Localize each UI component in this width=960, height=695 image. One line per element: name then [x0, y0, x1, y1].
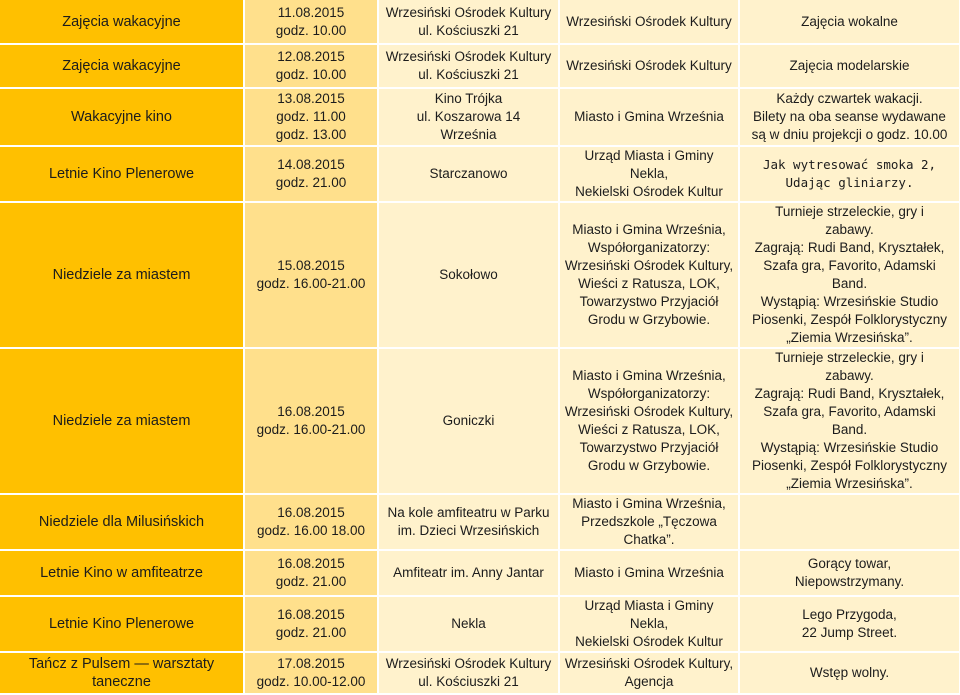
event-organizer-cell: Wrzesiński Ośrodek Kultury — [559, 0, 739, 44]
event-name-cell: Zajęcia wakacyjne — [0, 0, 244, 44]
event-name-cell: Letnie Kino Plenerowe — [0, 146, 244, 202]
event-date-cell: 17.08.2015 godz. 10.00-12.00 — [244, 652, 378, 694]
event-date-cell: 14.08.2015 godz. 21.00 — [244, 146, 378, 202]
event-organizer-cell: Urząd Miasta i Gminy Nekla, Nekielski Ośrodek Kultur — [559, 146, 739, 202]
event-place-cell: Sokołowo — [378, 202, 559, 348]
table-row — [0, 348, 960, 494]
event-notes-cell: Turnieje strzeleckie, gry i zabawy. Zagrają: Rudi Band, Kryształek, Szafa gra, Favorito, Adamski Band. Wystąpią: Wrzesińskie Studio Piosenki, Zespół Folklorystyczny „Ziemia Wrzesińska”. — [739, 348, 960, 494]
event-name-cell: Niedziele za miastem — [0, 202, 244, 348]
event-place-cell: Nekla — [378, 596, 559, 652]
event-notes-cell: Jak wytresować smoka 2, Udając gliniarzy. — [739, 146, 960, 202]
event-name-cell: Niedziele za miastem — [0, 348, 244, 494]
event-organizer-cell: Miasto i Gmina Września, Przedszkole „Tęczowa Chatka”. — [559, 494, 739, 550]
event-date-cell: 16.08.2015 godz. 16.00-21.00 — [244, 348, 378, 494]
table-row — [0, 596, 960, 652]
table-row — [0, 494, 960, 550]
event-place-cell: Na kole amfiteatru w Parku im. Dzieci Wrzesińskich — [378, 494, 559, 550]
event-notes-cell: Gorący towar, Niepowstrzymany. — [739, 550, 960, 596]
event-name-cell: Zajęcia wakacyjne — [0, 44, 244, 88]
event-notes-cell: Każdy czwartek wakacji. Bilety na oba seanse wydawane są w dniu projekcji o godz. 10.00 — [739, 88, 960, 146]
event-place-cell: Wrzesiński Ośrodek Kultury ul. Kościuszki 21 — [378, 0, 559, 44]
event-date-cell: 15.08.2015 godz. 16.00-21.00 — [244, 202, 378, 348]
event-name-cell: Wakacyjne kino — [0, 88, 244, 146]
event-organizer-cell: Miasto i Gmina Września, Współorganizatorzy: Wrzesiński Ośrodek Kultury, Wieści z Ratusza, LOK, Towarzystwo Przyjaciół Grodu w Grzybowie. — [559, 348, 739, 494]
table-row — [0, 0, 960, 44]
event-notes-cell — [739, 494, 960, 550]
event-organizer-cell: Miasto i Gmina Września, Współorganizatorzy: Wrzesiński Ośrodek Kultury, Wieści z Ratusza, LOK, Towarzystwo Przyjaciół Grodu w Grzybowie. — [559, 202, 739, 348]
event-name-cell: Tańcz z Pulsem — warsztaty taneczne — [0, 652, 244, 694]
event-date-cell: 13.08.2015 godz. 11.00 godz. 13.00 — [244, 88, 378, 146]
event-date-cell: 12.08.2015 godz. 10.00 — [244, 44, 378, 88]
event-name-cell: Letnie Kino w amfiteatrze — [0, 550, 244, 596]
table-row — [0, 88, 960, 146]
event-name-cell: Niedziele dla Milusińskich — [0, 494, 244, 550]
event-notes-cell: Zajęcia modelarskie — [739, 44, 960, 88]
event-place-cell: Wrzesiński Ośrodek Kultury ul. Kościuszki 21 — [378, 652, 559, 694]
event-place-cell: Goniczki — [378, 348, 559, 494]
event-organizer-cell: Miasto i Gmina Września — [559, 88, 739, 146]
table-row — [0, 550, 960, 596]
event-notes-cell: Lego Przygoda, 22 Jump Street. — [739, 596, 960, 652]
event-date-cell: 16.08.2015 godz. 21.00 — [244, 596, 378, 652]
event-place-cell: Kino Trójka ul. Koszarowa 14 Września — [378, 88, 559, 146]
event-notes-cell: Turnieje strzeleckie, gry i zabawy. Zagrają: Rudi Band, Kryształek, Szafa gra, Favorito, Adamski Band. Wystąpią: Wrzesińskie Studio Piosenki, Zespół Folklorystyczny „Ziemia Wrzesińska”. — [739, 202, 960, 348]
event-notes-cell: Zajęcia wokalne — [739, 0, 960, 44]
event-place-cell: Amfiteatr im. Anny Jantar — [378, 550, 559, 596]
event-organizer-cell: Wrzesiński Ośrodek Kultury, Agencja — [559, 652, 739, 694]
event-organizer-cell: Wrzesiński Ośrodek Kultury — [559, 44, 739, 88]
table-row — [0, 146, 960, 202]
table-row — [0, 44, 960, 88]
event-place-cell: Wrzesiński Ośrodek Kultury ul. Kościuszki 21 — [378, 44, 559, 88]
event-date-cell: 11.08.2015 godz. 10.00 — [244, 0, 378, 44]
event-organizer-cell: Miasto i Gmina Września — [559, 550, 739, 596]
event-name-cell: Letnie Kino Plenerowe — [0, 596, 244, 652]
event-notes-cell: Wstęp wolny. — [739, 652, 960, 694]
table-row — [0, 652, 960, 694]
event-organizer-cell: Urząd Miasta i Gminy Nekla, Nekielski Ośrodek Kultur — [559, 596, 739, 652]
event-date-cell: 16.08.2015 godz. 16.00 18.00 — [244, 494, 378, 550]
event-place-cell: Starczanowo — [378, 146, 559, 202]
table-row — [0, 202, 960, 348]
event-date-cell: 16.08.2015 godz. 21.00 — [244, 550, 378, 596]
